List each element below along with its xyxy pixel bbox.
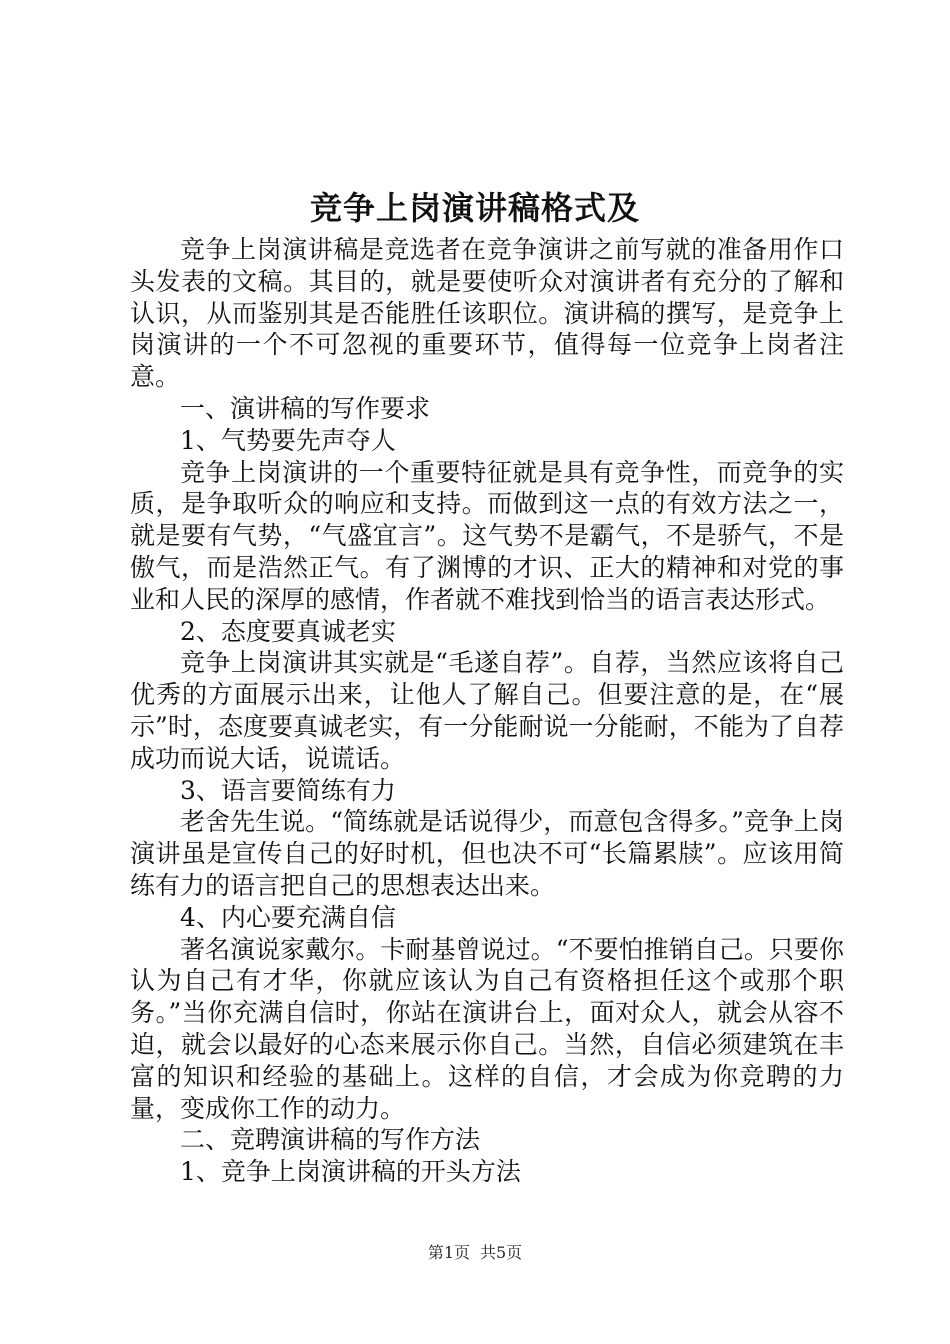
document-body: [130, 234, 844, 1188]
page-total: 共5页: [480, 1243, 523, 1262]
paragraph: 老舍先生说。“简练就是话说得少，而意包含得多。”竞争上岗演讲虽是宣传自己的好时机，但也决不可“长篇累牍”。应该用简练有力的语言把自己的思想表达出来。: [130, 807, 844, 900]
section-heading: 一、演讲稿的写作要求: [180, 393, 431, 423]
page-footer: [0, 1242, 950, 1264]
page-number: 第1页: [427, 1243, 470, 1262]
subsection-heading: 3、语言要简练有力: [180, 775, 396, 805]
document-title: 竞争上岗演讲稿格式及: [309, 189, 640, 227]
subsection-heading: 2、态度要真诚老实: [180, 616, 396, 646]
paragraph: 竞争上岗演讲稿是竞选者在竞争演讲之前写就的准备用作口头发表的文稿。其目的，就是要使听众对演讲者有充分的了解和认识，从而鉴别其是否能胜任该职位。演讲稿的撰写，是竞争上岗演讲的一个不可忽视的重要环节，值得每一位竞争上岗者注意。: [130, 235, 844, 392]
subsection-heading: 4、内心要充满自信: [180, 902, 396, 932]
subsection-heading: 1、气势要先声夺人: [180, 425, 396, 455]
section-heading: 二、竞聘演讲稿的写作方法: [180, 1125, 481, 1155]
paragraph: 竞争上岗演讲其实就是“毛遂自荐”。自荐，当然应该将自己优秀的方面展示出来，让他人了解自己。但要注意的是，在“展示”时，态度要真诚老实，有一分能耐说一分能耐，不能为了自荐成功而说大话，说谎话。: [130, 648, 844, 773]
subsection-heading: 1、竞争上岗演讲稿的开头方法: [180, 1157, 521, 1187]
paragraph: 竞争上岗演讲的一个重要特征就是具有竞争性，而竞争的实质，是争取听众的响应和支持。而做到这一点的有效方法之一，就是要有气势，“气盛宜言”。这气势不是霸气，不是骄气，不是傲气，而是浩然正气。有了渊博的才识、正大的精神和对党的事业和人民的深厚的感情，作者就不难找到恰当的语言表达形式。: [130, 457, 844, 614]
paragraph: 著名演说家戴尔。卡耐基曾说过。“不要怕推销自己。只要你认为自己有才华，你就应该认为自己有资格担任这个或那个职务。”当你充满自信时，你站在演讲台上，面对众人，就会从容不迫，就会以最好的心态来展示你自己。当然，自信必须建筑在丰富的知识和经验的基础上。这样的自信，才会成为你竞聘的力量，变成你工作的动力。: [130, 934, 844, 1123]
